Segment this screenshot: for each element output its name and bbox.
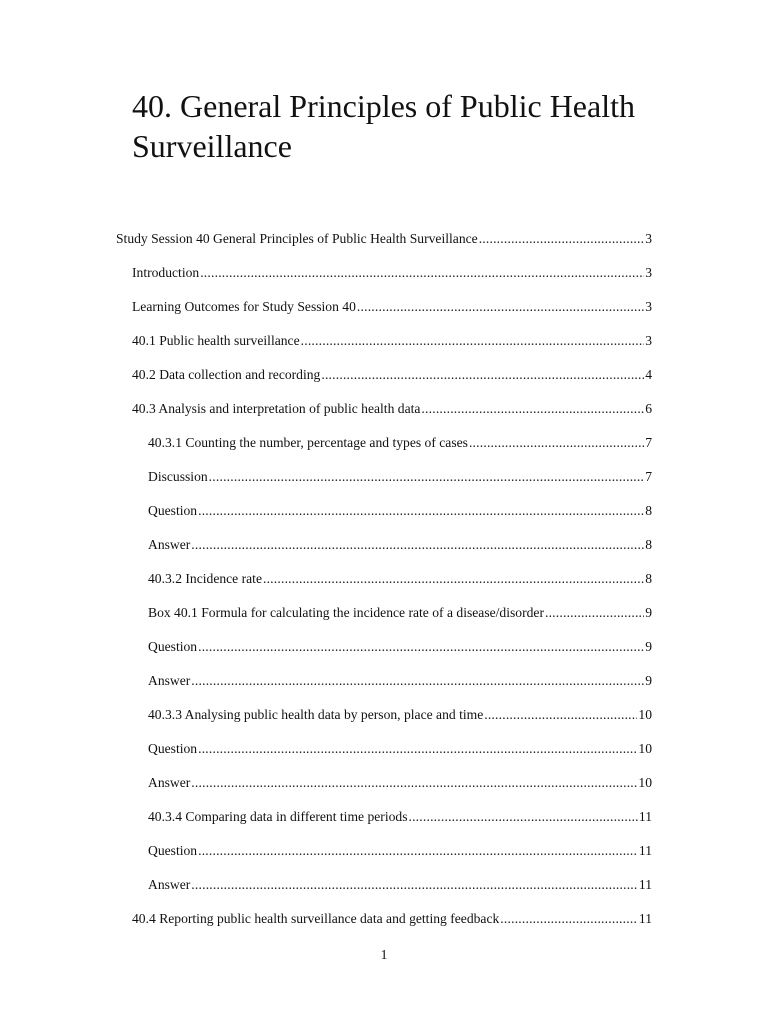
toc-entry-page-number: 8 [645, 503, 652, 518]
toc-entry[interactable] [116, 230, 652, 248]
toc-dot-leader [191, 536, 644, 554]
toc-entry-page-number: 4 [645, 367, 652, 382]
toc-entry-page-number: 8 [645, 571, 652, 586]
toc-entry-page-number: 3 [645, 265, 652, 280]
toc-dot-leader [198, 740, 637, 758]
toc-entry-page-number: 6 [645, 401, 652, 416]
toc-entry-label: 40.3.4 Comparing data in different time periods [148, 809, 408, 824]
toc-entry-label: Study Session 40 General Principles of Public Health Surveillance [116, 231, 478, 246]
toc-entry-label: Introduction [132, 265, 200, 280]
toc-entry[interactable] [132, 400, 652, 418]
toc-dot-leader [500, 910, 638, 928]
toc-entry-label: Box 40.1 Formula for calculating the incidence rate of a disease/disorder [148, 605, 544, 620]
toc-entry-label: 40.2 Data collection and recording [132, 367, 321, 382]
toc-dot-leader [198, 842, 638, 860]
toc-entry[interactable] [132, 264, 652, 282]
toc-dot-leader [421, 400, 644, 418]
toc-entry-label: Question [148, 741, 198, 756]
toc-entry-label: 40.3 Analysis and interpretation of public health data [132, 401, 421, 416]
toc-dot-leader [263, 570, 644, 588]
toc-entry[interactable] [132, 298, 652, 316]
toc-entry[interactable] [148, 706, 652, 724]
toc-entry-page-number: 11 [638, 877, 652, 892]
toc-entry-label: Answer [148, 775, 191, 790]
document-title: 40. General Principles of Public Health Surveillance [132, 88, 635, 164]
toc-entry-page-number: 9 [645, 605, 652, 620]
toc-entry-label: 40.3.2 Incidence rate [148, 571, 262, 586]
toc-entry-label: Learning Outcomes for Study Session 40 [132, 299, 356, 314]
toc-dot-leader [200, 264, 644, 282]
toc-entry-page-number: 8 [645, 537, 652, 552]
toc-entry-page-number: 10 [638, 741, 652, 756]
toc-entry-label: Question [148, 639, 198, 654]
toc-entry[interactable] [148, 434, 652, 452]
toc-entry-label: Answer [148, 877, 191, 892]
toc-entry-label: 40.4 Reporting public health surveillance data and getting feedback [132, 911, 500, 926]
toc-entry[interactable] [148, 672, 652, 690]
toc-dot-leader [198, 638, 644, 656]
toc-dot-leader [484, 706, 637, 724]
toc-entry-page-number: 7 [645, 435, 652, 450]
page-number: 1 [380, 947, 388, 962]
toc-entry[interactable] [148, 468, 652, 486]
toc-entry[interactable] [148, 502, 652, 520]
toc-entry-label: Answer [148, 537, 191, 552]
toc-entry[interactable] [148, 774, 652, 792]
toc-entry[interactable] [148, 604, 652, 622]
toc-entry-label: 40.3.1 Counting the number, percentage and types of cases [148, 435, 468, 450]
toc-entry-page-number: 11 [638, 843, 652, 858]
toc-entry[interactable] [148, 808, 652, 826]
toc-dot-leader [198, 502, 644, 520]
toc-entry[interactable] [148, 876, 652, 894]
toc-dot-leader [191, 876, 638, 894]
toc-entry-label: Question [148, 503, 198, 518]
toc-entry-page-number: 9 [645, 673, 652, 688]
toc-entry-page-number: 3 [645, 231, 652, 246]
toc-entry-page-number: 11 [638, 911, 652, 926]
toc-dot-leader [469, 434, 644, 452]
toc-entry[interactable] [148, 740, 652, 758]
toc-entry-page-number: 9 [645, 639, 652, 654]
toc-dot-leader [479, 230, 645, 248]
toc-entry[interactable] [132, 332, 652, 350]
toc-entry[interactable] [132, 910, 652, 928]
toc-dot-leader [357, 298, 644, 316]
toc-dot-leader [191, 774, 637, 792]
toc-entry-label: 40.3.3 Analysing public health data by person, place and time [148, 707, 484, 722]
toc-dot-leader [545, 604, 644, 622]
toc-entry[interactable] [148, 842, 652, 860]
toc-dot-leader [408, 808, 637, 826]
toc-dot-leader [301, 332, 645, 350]
toc-entry-label: Answer [148, 673, 191, 688]
toc-dot-leader [191, 672, 644, 690]
toc-entry[interactable] [148, 638, 652, 656]
toc-entry-page-number: 7 [645, 469, 652, 484]
toc-entry-page-number: 10 [638, 775, 652, 790]
toc-entry-label: 40.1 Public health surveillance [132, 333, 300, 348]
toc-entry-page-number: 3 [645, 333, 652, 348]
toc-entry[interactable] [148, 570, 652, 588]
toc-entry-page-number: 10 [638, 707, 652, 722]
toc-entry[interactable] [132, 366, 652, 384]
toc-entry-label: Question [148, 843, 198, 858]
toc-entry-page-number: 11 [638, 809, 652, 824]
toc-entry[interactable] [148, 536, 652, 554]
toc-entry-label: Discussion [148, 469, 208, 484]
toc-entry-page-number: 3 [645, 299, 652, 314]
toc-dot-leader [209, 468, 645, 486]
toc-dot-leader [321, 366, 644, 384]
